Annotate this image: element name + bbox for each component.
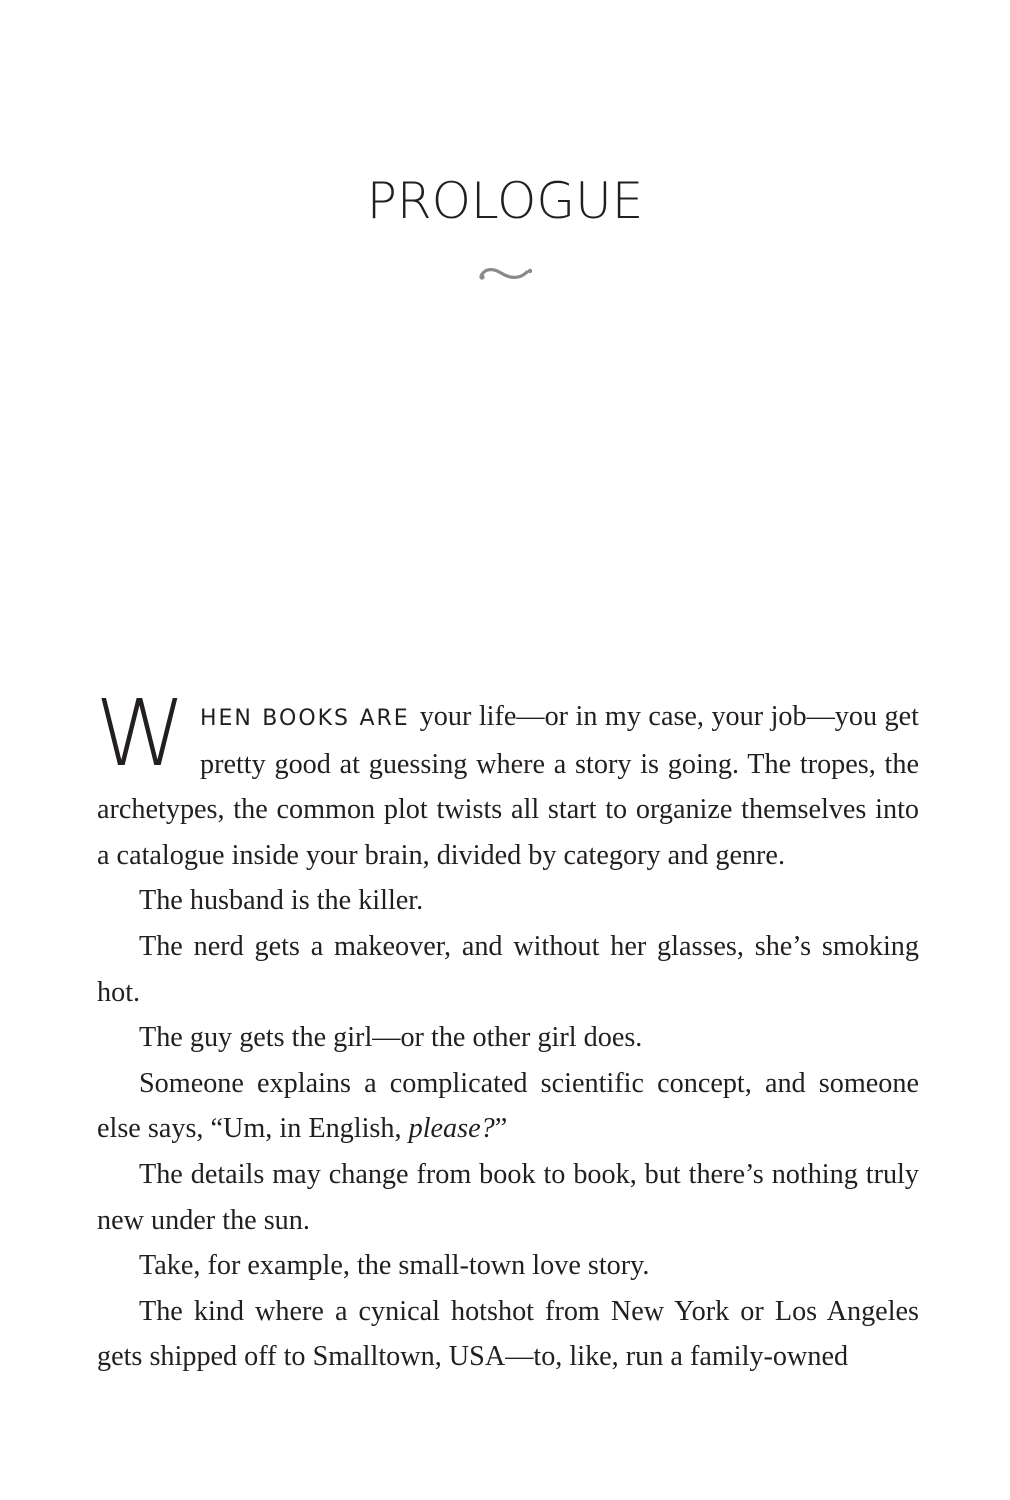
quote-text: Someone explains a complicated scientific concept, and someone else says, “Um, in English,: [97, 1067, 919, 1145]
opening-small-caps: HEN BOOKS ARE: [199, 706, 410, 731]
prologue-text: [95, 680, 919, 1380]
paragraph: The guy gets the girl—or the other girl does.: [139, 1022, 643, 1054]
paragraph: The details may change from book to book, but there’s nothing truly new under the sun.: [97, 1158, 919, 1236]
chapter-title: PROLOGUE: [366, 172, 644, 230]
paragraph: Take, for example, the small-town love story.: [139, 1250, 650, 1282]
drop-cap: W: [95, 680, 186, 787]
quote-close: ”: [494, 1113, 508, 1145]
paragraph: The nerd gets a makeover, and without her glasses, she’s smoking hot.: [97, 930, 919, 1008]
swash-ornament-icon: [475, 262, 539, 284]
paragraph: The husband is the killer.: [139, 885, 424, 917]
quote-italic: please?: [408, 1113, 495, 1145]
quote-paragraph: [97, 1061, 919, 1152]
opening-text: your life—or in my case, your job—you get pretty good at guessing where a story is going. The tropes, the archetypes, the common plot twists all start to organize themselves into a catalogue inside your brain, divided by category and genre.: [97, 701, 919, 871]
paragraph: The kind where a cynical hotshot from New York or Los Angeles gets shipped off to Smalltown, USA—to, like, run a family-owned: [97, 1295, 919, 1373]
opening-paragraph: [95, 680, 919, 878]
